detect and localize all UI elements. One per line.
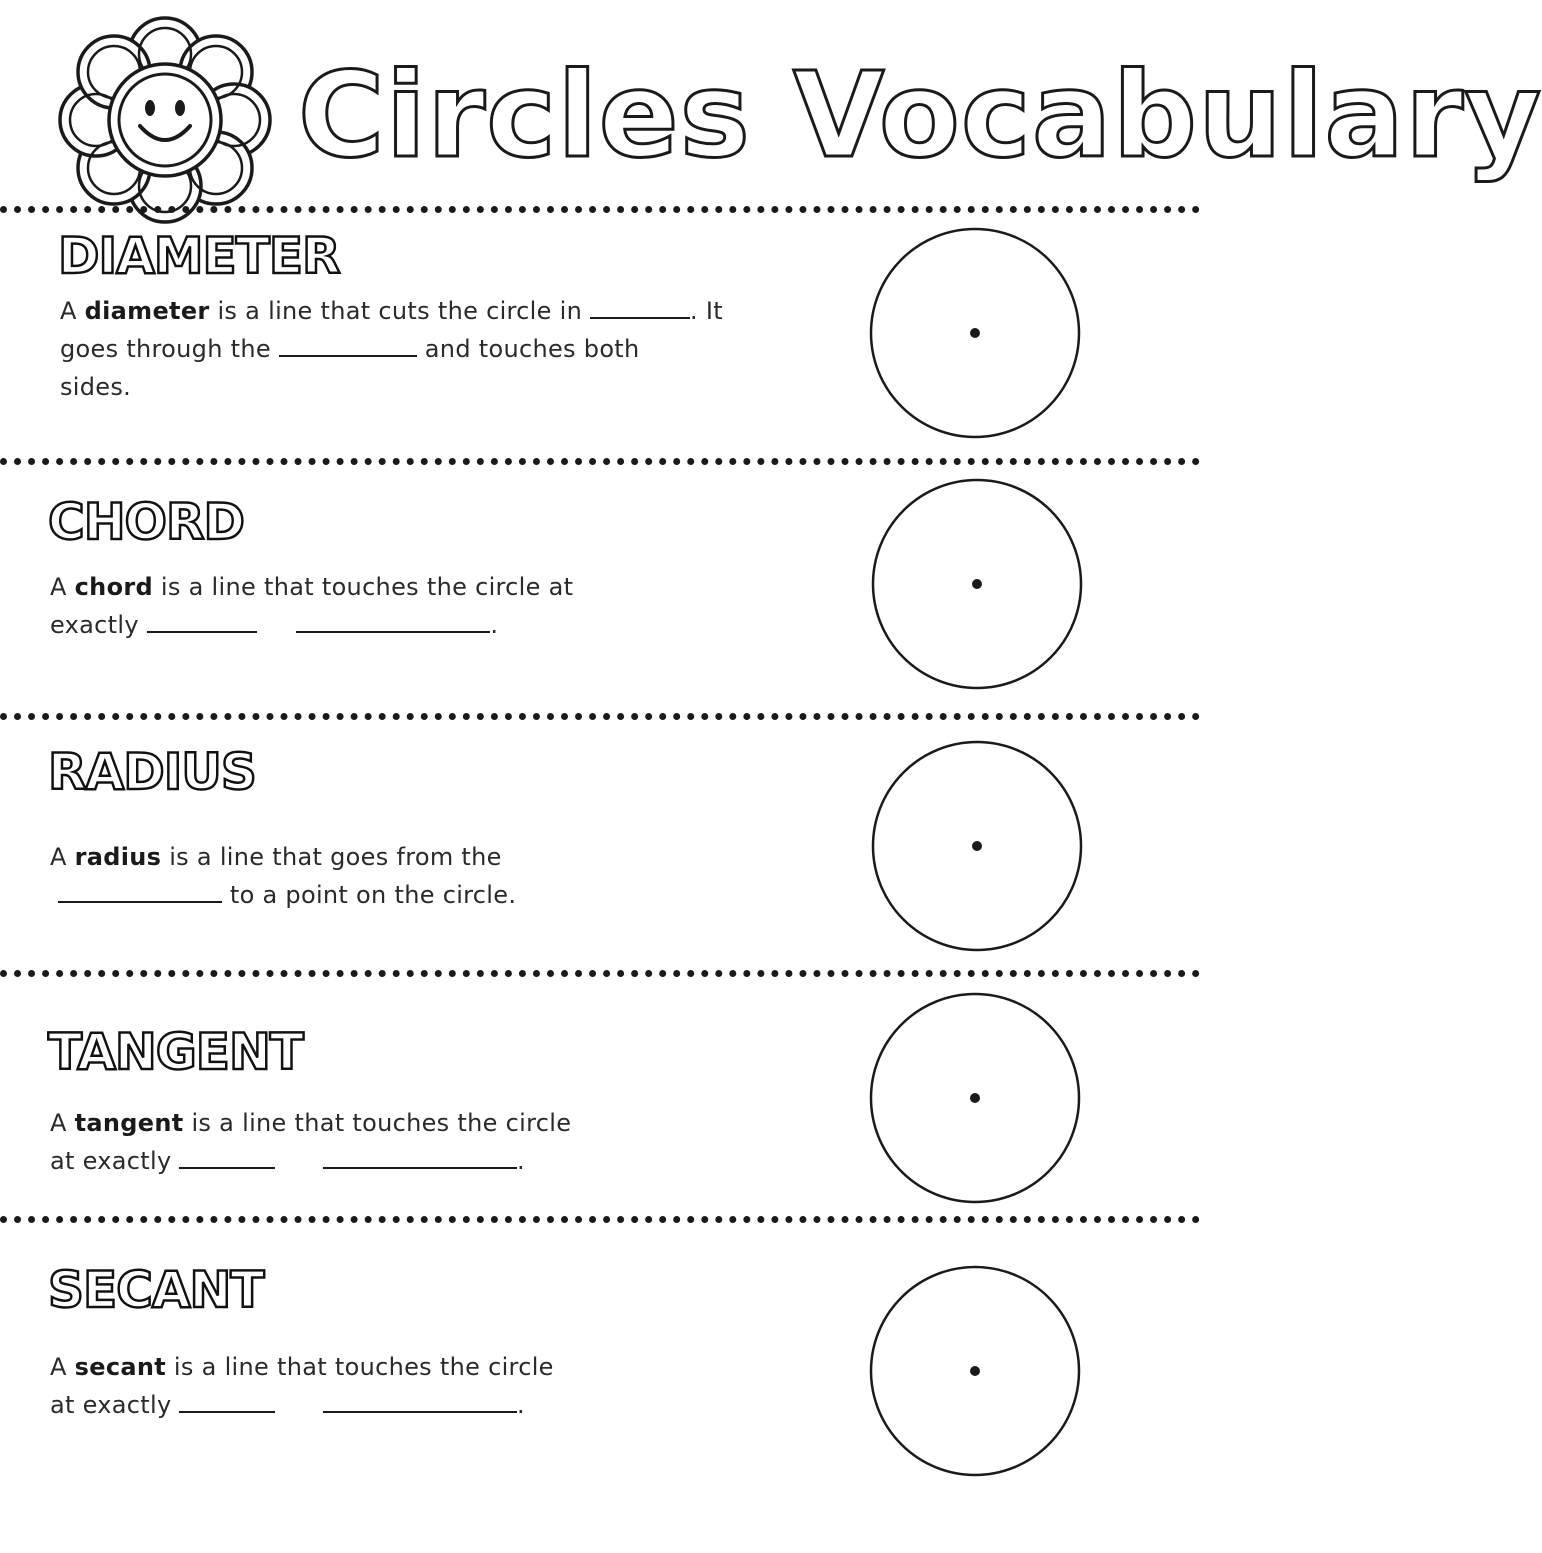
center-point [970,1093,980,1103]
answer-blank[interactable] [323,1147,517,1169]
center-point [972,841,982,851]
answer-blank[interactable] [590,297,690,319]
definition-radius: A radius is a line that goes from the to a point on the circle. [50,843,517,909]
answer-blank[interactable] [147,611,257,633]
section-divider [0,206,1200,213]
answer-blank[interactable] [279,335,417,357]
center-point [970,1366,980,1376]
definition-diameter: A diameter is a line that cuts the circle in . It goes through the and touches both sides. [60,297,723,401]
answer-blank[interactable] [179,1391,275,1413]
term-heading-tangent: TANGENT [48,1023,303,1081]
smiley-flower-icon [58,14,272,224]
term-heading-chord: CHORD [48,493,245,551]
term-heading-diameter: DIAMETER [58,227,340,285]
circle-diagram [870,739,1084,953]
answer-blank[interactable] [58,881,222,903]
section-divider [0,458,1200,465]
answer-blank[interactable] [179,1147,275,1169]
term-heading-secant: SECANT [48,1261,264,1319]
section-divider [0,970,1200,977]
circle-diagram [868,1264,1082,1478]
circle-diagram [870,477,1084,691]
circle-diagram [868,991,1082,1205]
center-point [970,328,980,338]
section-divider [0,713,1200,720]
definition-chord: A chord is a line that touches the circle at exactly . [50,573,574,639]
center-point [972,579,982,589]
section-divider [0,1216,1200,1223]
circle-diagram [868,226,1082,440]
answer-blank[interactable] [323,1391,517,1413]
term-heading-radius: RADIUS [48,743,256,801]
definition-tangent: A tangent is a line that touches the circle at exactly . [50,1109,572,1175]
page-title: Circles Vocabulary [298,46,1542,184]
answer-blank[interactable] [296,611,490,633]
definition-secant: A secant is a line that touches the circle at exactly . [50,1353,554,1419]
